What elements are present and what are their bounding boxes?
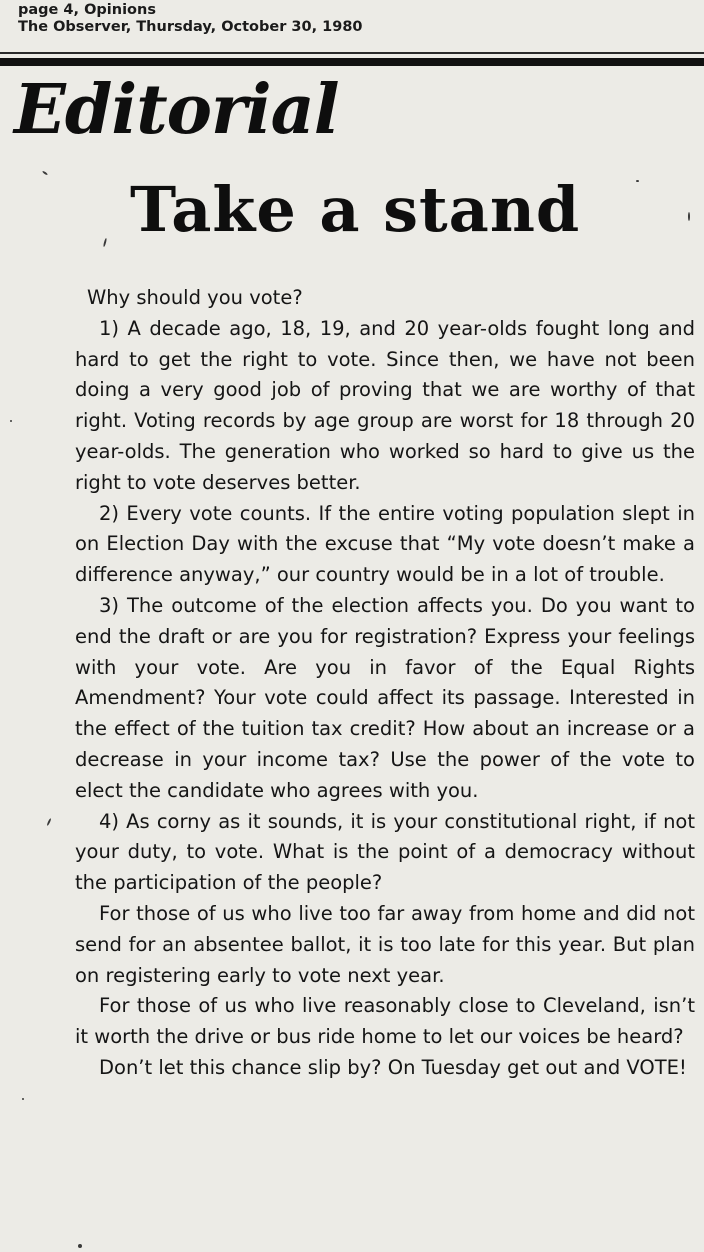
print-speck [22,1098,24,1100]
headline: Take a stand [130,173,581,246]
paragraph-reason-2: 2) Every vote counts. If the entire voting population slept in on Election Day with the excuse that “My vote doesn’t make a difference anyway,” our country would be in a lot of trouble. [75,501,695,587]
paragraph-cleveland: For those of us who live reasonably close to Cleveland, isn’t it worth the drive or bus ride home to let our voices be heard? [75,994,695,1049]
dateline: The Observer, Thursday, October 30, 1980 [18,19,363,35]
print-speck [42,170,48,175]
header-rule-thin [0,52,704,54]
article-body [75,283,695,1084]
page-label: page 4, Opinions [18,2,156,18]
print-speck [103,238,107,247]
print-speck [10,420,12,422]
page-header [18,2,363,36]
paragraph-reason-1: 1) A decade ago, 18, 19, and 20 year-olds fought long and hard to get the right to vote. Since then, we have not been doing a very good job of proving that we are worthy of that right. Voting records by age group are worst for 18 through 20 year-olds. The generation who worked so hard to give us the right to vote deserves better. [75,316,695,494]
print-speck [636,180,639,182]
paragraph-closing: Don’t let this chance slip by? On Tuesday get out and VOTE! [99,1055,687,1079]
paragraph-reason-3: 3) The outcome of the election affects you. Do you want to end the draft or are you for registration? Express your feelings with your vote. Are you in favor of the Equal Rights Amendment? Your vote could affect its passage. Interested in the effect of the tuition tax credit? How about an increase or a decrease in your income tax? Use the power of the vote to elect the candidate who agrees with you. [75,593,695,802]
paragraph-absentee: For those of us who live too far away from home and did not send for an absentee ballot, it is too late for this year. But plan on registering early to vote next year. [75,901,695,987]
print-speck [46,818,51,826]
section-title: Editorial [14,70,339,150]
header-rule-thick [0,58,704,66]
paragraph-question: Why should you vote? [87,286,303,309]
print-speck [78,1244,82,1248]
paragraph-reason-4: 4) As corny as it sounds, it is your constitutional right, if not your duty, to vote. What is the point of a democracy without the participation of the people? [75,809,695,895]
print-speck [688,212,690,221]
